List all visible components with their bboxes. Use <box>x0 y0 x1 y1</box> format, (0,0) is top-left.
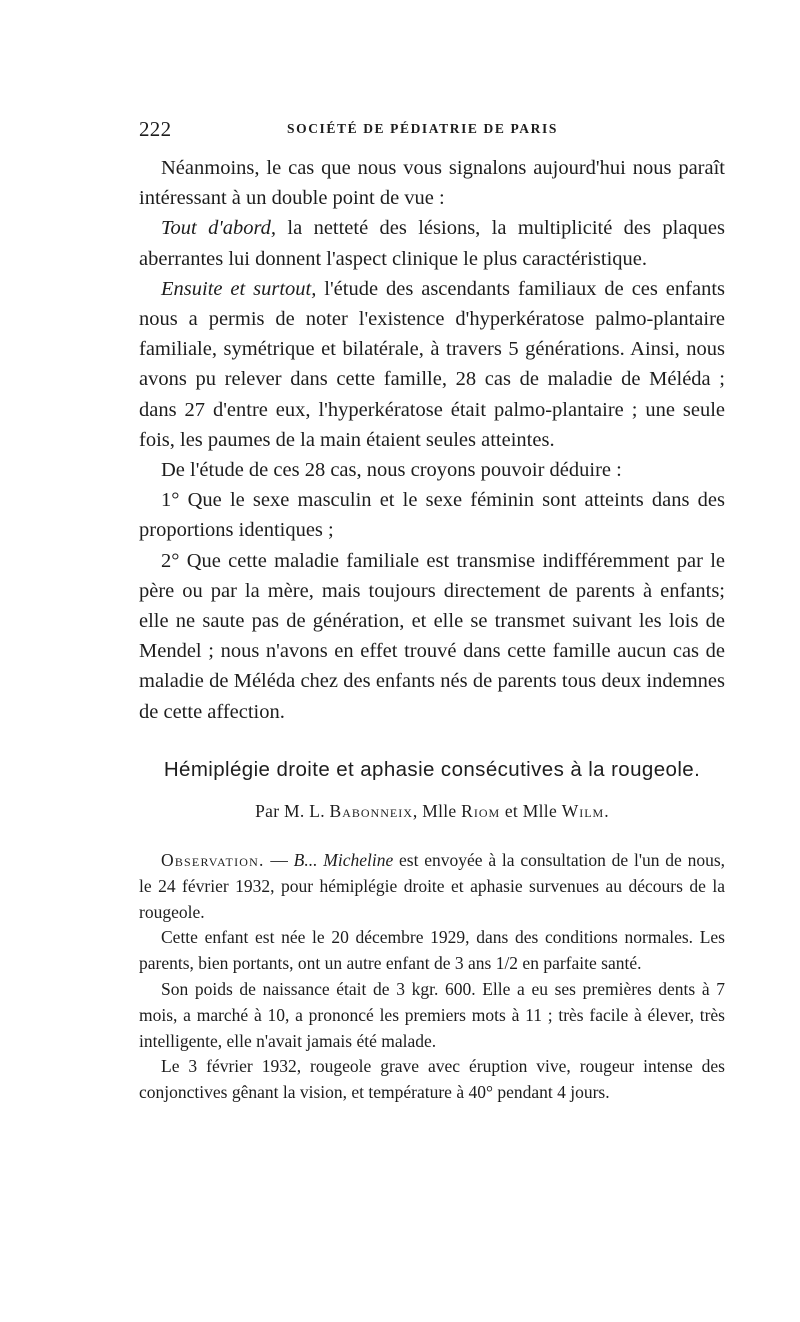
body-text <box>139 153 725 727</box>
paragraph <box>139 153 725 213</box>
author-name: Babonneix <box>329 801 413 821</box>
page-header <box>139 117 725 147</box>
patient-name: B... Micheline <box>293 850 394 870</box>
paragraph <box>139 848 725 925</box>
paragraph <box>139 213 725 273</box>
authors-separator: , Mlle <box>412 801 462 821</box>
paragraph-text: Le 3 février 1932, rougeole grave avec éruption vive, rougeur intense des conjonctives gênant la vision, et température à 40° pendant 4 jours. <box>139 1056 725 1103</box>
author-name: Riom <box>461 801 501 821</box>
paragraph-text: est envoyée à la consultation de l'un de nous, le 24 février 1932, pour hémiplégie droite et aphasie survenues au décours de la rougeole. <box>139 850 726 922</box>
paragraph <box>139 977 725 1054</box>
paragraph <box>139 485 725 545</box>
paragraph <box>139 546 725 727</box>
section-title: Hémiplégie droite et aphasie consécutives à la rougeole. <box>163 758 701 781</box>
authors-suffix: . <box>604 801 609 821</box>
italic-lead: Ensuite et surtout, <box>161 277 317 300</box>
paragraph-text: Néanmoins, le cas que nous vous signalons aujourd'hui nous paraît intéressant à un double point de vue : <box>139 157 725 210</box>
author-name: Wilm <box>561 801 605 821</box>
observation-dash: — <box>264 850 294 870</box>
paragraph-text: 1° Que le sexe masculin et le sexe féminin sont atteints dans des proportions identiques ; <box>139 489 725 542</box>
authors-separator: et Mlle <box>500 801 562 821</box>
paragraph-text: De l'étude de ces 28 cas, nous croyons pouvoir déduire : <box>161 459 622 482</box>
paragraph-text: l'étude des ascendants familiaux de ces enfants nous a permis de noter l'existence d'hyperkératose palmo-plantaire familiale, symétrique et bilatérale, à travers 5 générations. Ainsi, nous avons pu relever dans cette famille, 28 cas de maladie de Méléda ; dans 27 d'entre eux, l'hyperkératose était palmo-plantaire ; une seule fois, les paumes de la main étaient seules atteintes. <box>139 277 725 451</box>
observation-label: Observation. <box>161 850 265 870</box>
paragraph <box>139 925 725 977</box>
italic-lead: Tout d'abord, <box>161 217 277 240</box>
authors-line <box>139 801 725 822</box>
paragraph <box>139 274 725 455</box>
paragraph <box>139 455 725 485</box>
observation-text <box>139 848 725 1106</box>
paragraph-text: Son poids de naissance était de 3 kgr. 600. Elle a eu ses premières dents à 7 mois, a marché à 10, a prononcé les premiers mots à 11 ; très facile à élever, très intelligente, elle n'avait jamais été malade. <box>139 978 725 1051</box>
paragraph <box>139 1054 725 1106</box>
paragraph-text: 2° Que cette maladie familiale est transmise indifféremment par le père ou par la mère, mais toujours directement de parents à enfants; elle ne saute pas de génération, et elle se transmet suivant les lois de Mendel ; nous n'avons en effet trouvé dans cette famille aucun cas de maladie de Méléda chez des enfants nés de parents tous deux indemnes de cette affection. <box>139 549 725 723</box>
running-head: SOCIÉTÉ DE PÉDIATRIE DE PARIS <box>287 121 558 136</box>
paragraph-text: Cette enfant est née le 20 décembre 1929, dans des conditions normales. Les parents, bien portants, ont un autre enfant de 3 ans 1/2 en parfaite santé. <box>139 927 725 974</box>
paragraph-text: la netteté des lésions, la multiplicité des plaques aberrantes lui donnent l'aspect clinique le plus caractéristique. <box>139 217 725 270</box>
page-number: 222 <box>139 117 172 141</box>
authors-prefix: Par M. L. <box>255 801 330 821</box>
